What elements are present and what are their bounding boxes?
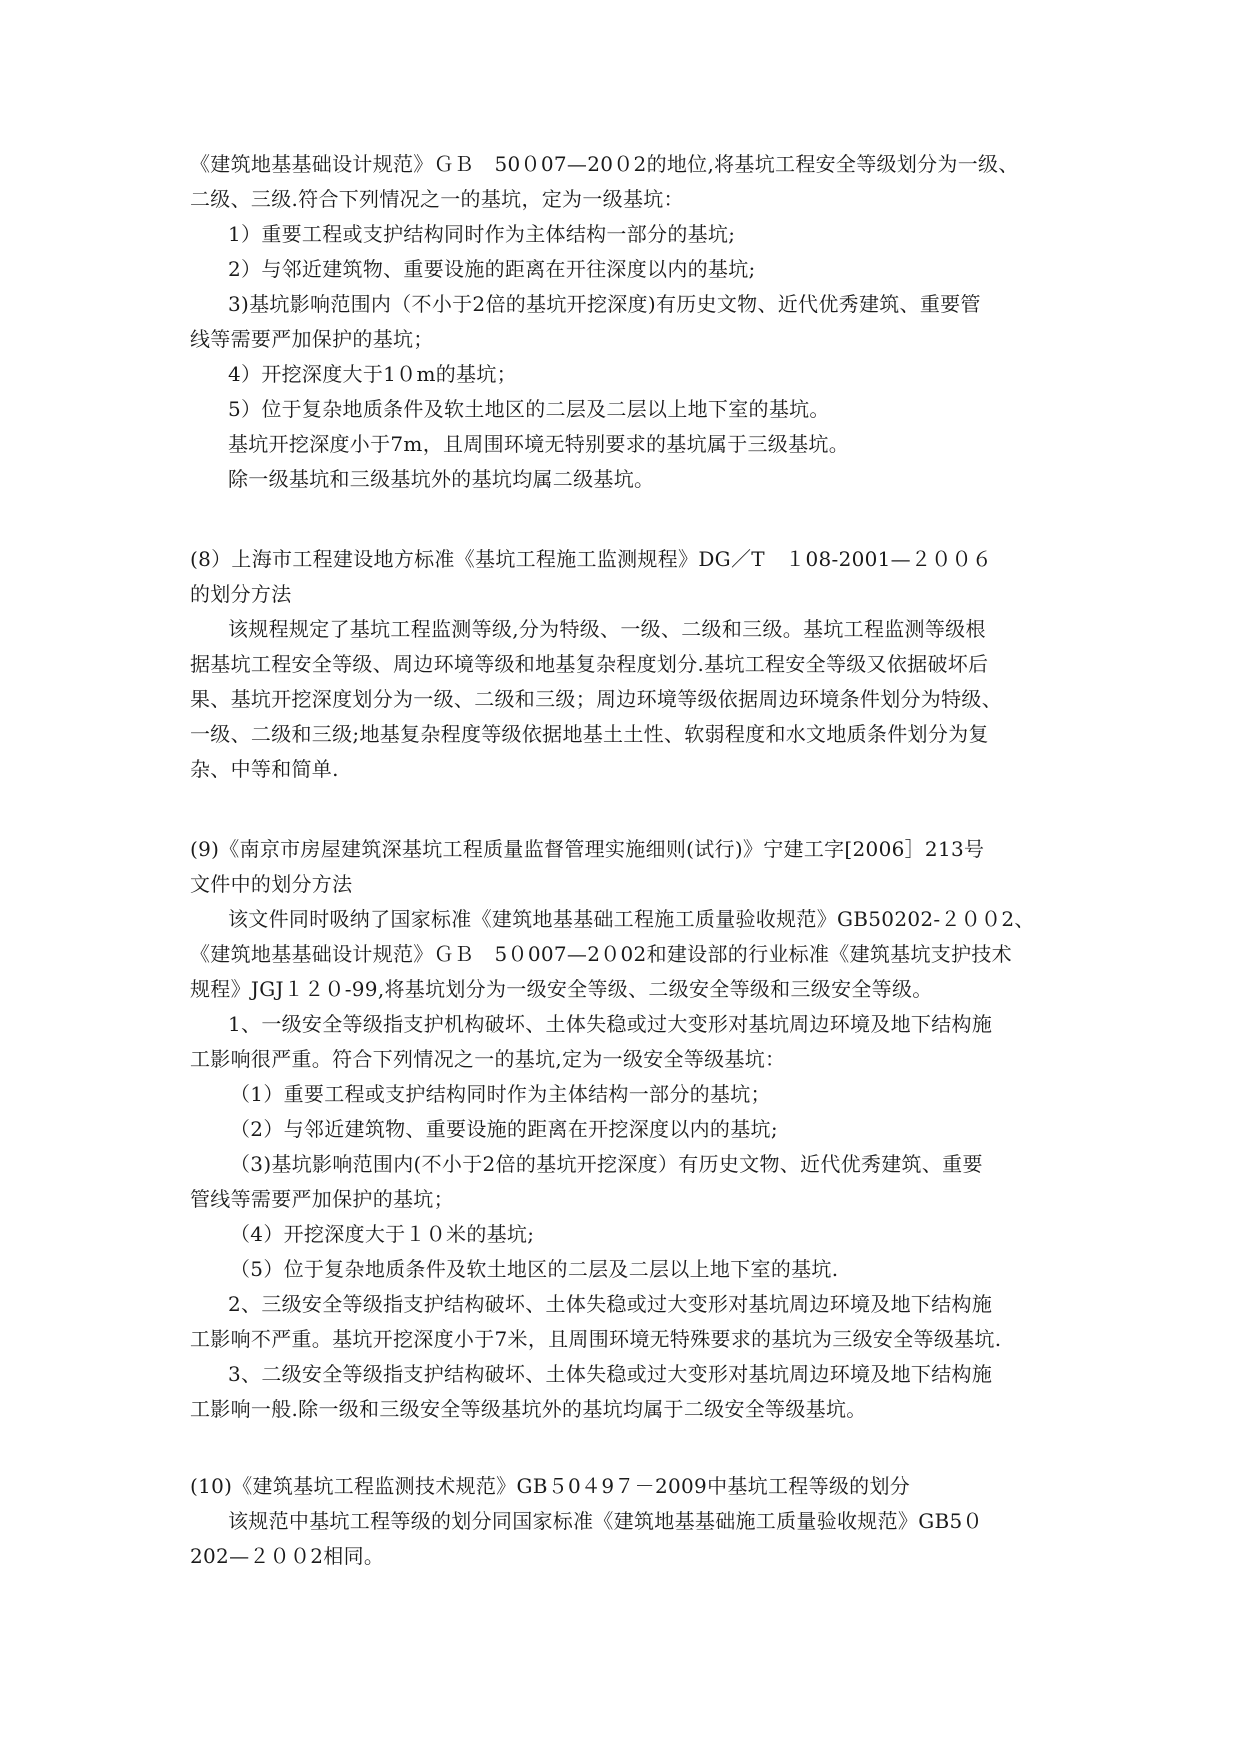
paragraph-line: 1、一级安全等级指支护机构破坏、土体失稳或过大变形对基坑周边环境及地下结构施 (228, 1012, 993, 1036)
paragraph-line: 工影响一般.除一级和三级安全等级基坑外的基坑均属于二级安全等级基坑。 (190, 1397, 867, 1421)
section-heading: (9)《南京市房屋建筑深基坑工程质量监督管理实施细则(试行)》宁建工字[2006］213号 (190, 837, 985, 861)
paragraph-line: 该规程规定了基坑工程监测等级,分为特级、一级、二级和三级。基坑工程监测等级根 (228, 617, 986, 641)
list-item: （4）开挖深度大于１０米的基坑; (230, 1222, 535, 1246)
section-heading: (10)《建筑基坑工程监测技术规范》GB５0４9７－2009中基坑工程等级的划分 (190, 1474, 911, 1498)
paragraph-line: 线等需要严加保护的基坑； (190, 327, 434, 351)
list-item: （1）重要工程或支护结构同时作为主体结构一部分的基坑； (230, 1082, 771, 1106)
paragraph-line: 果、基坑开挖深度划分为一级、二级和三级；周边环境等级依据周边环境条件划分为特级、 (190, 687, 1002, 711)
list-item: （3)基坑影响范围内(不小于2倍的基坑开挖深度）有历史文物、近代优秀建筑、重要 (230, 1152, 983, 1176)
paragraph-line: 据基坑工程安全等级、周边环境等级和地基复杂程度划分.基坑工程安全等级又依据破坏后 (190, 652, 989, 676)
list-item: （2）与邻近建筑物、重要设施的距离在开挖深度以内的基坑; (230, 1117, 778, 1141)
list-item: 1）重要工程或支护结构同时作为主体结构一部分的基坑; (228, 222, 736, 246)
paragraph-line: 基坑开挖深度小于7m，且周围环境无特别要求的基坑属于三级基坑。 (228, 432, 849, 456)
list-item: 5）位于复杂地质条件及软土地区的二层及二层以上地下室的基坑。 (228, 397, 830, 421)
section-heading: 的划分方法 (190, 582, 292, 606)
list-item: （5）位于复杂地质条件及软土地区的二层及二层以上地下室的基坑. (230, 1257, 839, 1281)
paragraph-line: 一级、二级和三级;地基复杂程度等级依据地基土土性、软弱程度和水文地质条件划分为复 (190, 722, 989, 746)
paragraph-line: 该文件同时吸纳了国家标准《建筑地基基础工程施工质量验收规范》GB50202-２００2、 (228, 907, 1035, 931)
paragraph-line: 二级、三级.符合下列情况之一的基坑，定为一级基坑： (190, 187, 684, 211)
paragraph-line: 该规范中基坑工程等级的划分同国家标准《建筑地基基础施工质量验收规范》GB5０ (228, 1509, 983, 1533)
list-item: 4）开挖深度大于1０m的基坑； (228, 362, 517, 386)
list-item: 2）与邻近建筑物、重要设施的距离在开往深度以内的基坑; (228, 257, 756, 281)
section-gap (190, 497, 1070, 542)
paragraph-line: 杂、中等和简单. (190, 757, 339, 781)
section-heading: 文件中的划分方法 (190, 872, 353, 896)
section-heading: (8）上海市工程建设地方标准《基坑工程施工监测规程》DG／T １08-2001—２００６ (190, 547, 993, 571)
paragraph-line: 工影响不严重。基坑开挖深度小于7米，且周围环境无特殊要求的基坑为三级安全等级基坑. (190, 1327, 1002, 1351)
list-item: 3)基坑影响范围内（不小于2倍的基坑开挖深度)有历史文物、近代优秀建筑、重要管 (228, 292, 981, 316)
paragraph-line: 《建筑地基基础设计规范》ＧＢ 50０07—20０2的地位,将基坑工程安全等级划分为一级、 (190, 152, 1019, 176)
paragraph-line: 规程》JGJ１２０-99,将基坑划分为一级安全等级、二级安全等级和三级安全等级。 (190, 977, 933, 1001)
paragraph-line: 除一级基坑和三级基坑外的基坑均属二级基坑。 (228, 467, 655, 491)
paragraph-line: 工影响很严重。符合下列情况之一的基坑,定为一级安全等级基坑： (190, 1047, 786, 1071)
paragraph-line: 3、二级安全等级指支护结构破坏、土体失稳或过大变形对基坑周边环境及地下结构施 (228, 1362, 993, 1386)
document-page (190, 147, 1070, 1574)
paragraph-line: 《建筑地基基础设计规范》ＧＢ 5０007—2０02和建设部的行业标准《建筑基坑支护技术 (190, 942, 1012, 966)
paragraph-line: 2、三级安全等级指支护结构破坏、土体失稳或过大变形对基坑周边环境及地下结构施 (228, 1292, 993, 1316)
section-gap (190, 787, 1070, 832)
paragraph-line: 管线等需要严加保护的基坑； (190, 1187, 454, 1211)
paragraph-line: 202—２００2相同。 (190, 1544, 385, 1568)
section-gap (190, 1427, 1070, 1469)
